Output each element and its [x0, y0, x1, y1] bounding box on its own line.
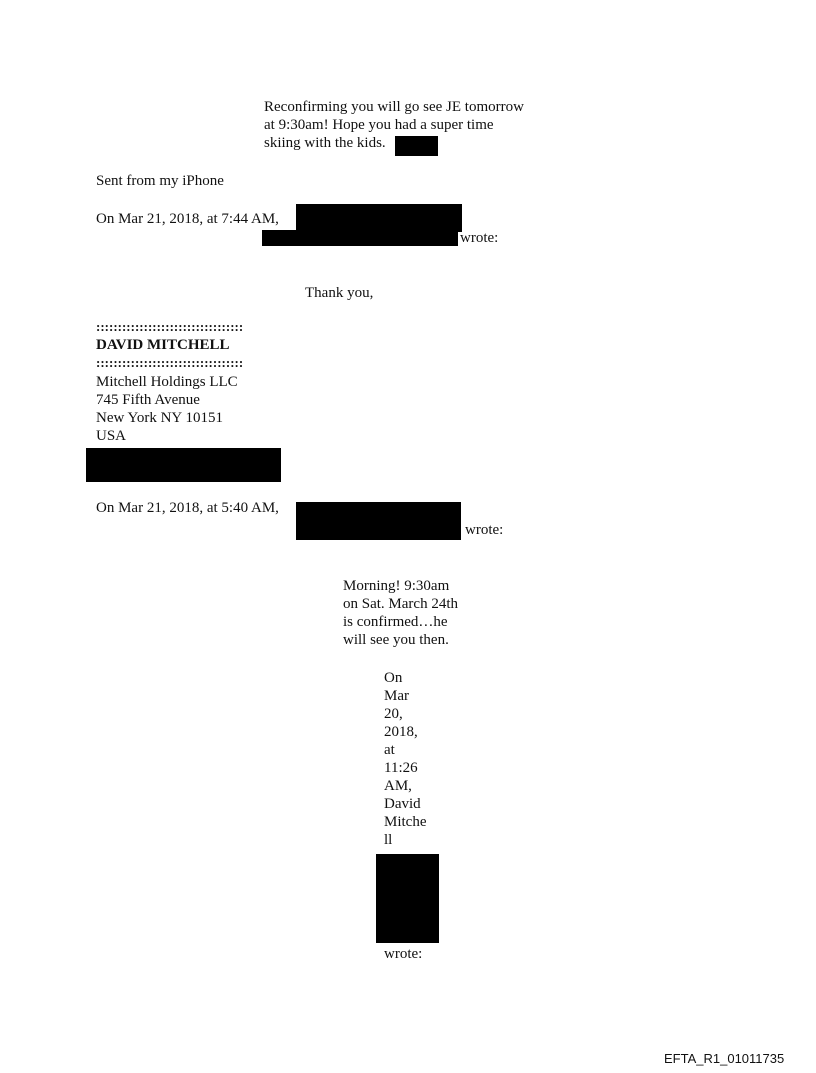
reply-header-line: Mar	[384, 688, 409, 704]
reply-header-prefix: On Mar 21, 2018, at 5:40 AM,	[96, 500, 279, 516]
signature-divider: ::::::::::::::::::::::::::::::::::	[96, 319, 244, 334]
reply-header-suffix: wrote:	[465, 522, 504, 538]
message-line: Morning! 9:30am	[343, 578, 450, 594]
redaction-block	[296, 502, 461, 540]
redaction-block	[395, 136, 438, 156]
redaction-block	[296, 204, 462, 232]
reply-header-line: 20,	[384, 706, 403, 722]
message-line: on Sat. March 24th	[343, 596, 458, 612]
signature-street: 745 Fifth Avenue	[96, 392, 200, 408]
reply-header-suffix: wrote:	[384, 946, 423, 962]
reply-header-line: 11:26	[384, 760, 418, 776]
thank-you-line: Thank you,	[305, 285, 374, 301]
signature-name: DAVID MITCHELL	[96, 337, 230, 353]
message-line: Reconfirming you will go see JE tomorrow	[264, 99, 524, 115]
document-id: EFTA_R1_01011735	[664, 1051, 785, 1066]
message-line: skiing with the kids.	[264, 135, 386, 151]
sent-from-signature: Sent from my iPhone	[96, 173, 224, 189]
redaction-block	[262, 230, 458, 246]
message-line: at 9:30am! Hope you had a super time	[264, 117, 494, 133]
signature-company: Mitchell Holdings LLC	[96, 374, 238, 390]
reply-header-line: On	[384, 670, 403, 686]
reply-header-line: Mitche	[384, 814, 427, 830]
redaction-block	[376, 854, 439, 943]
reply-header-line: at	[384, 742, 395, 758]
reply-header-line: ll	[384, 832, 393, 848]
reply-header-line: David	[384, 796, 421, 812]
reply-header-suffix: wrote:	[460, 230, 499, 246]
signature-country: USA	[96, 428, 127, 444]
reply-header-line: AM,	[384, 778, 412, 794]
message-line: is confirmed…he	[343, 614, 448, 630]
signature-city: New York NY 10151	[96, 410, 223, 426]
signature-divider: ::::::::::::::::::::::::::::::::::	[96, 355, 244, 370]
reply-header-line: 2018,	[384, 724, 418, 740]
redaction-block	[86, 448, 281, 482]
reply-header-prefix: On Mar 21, 2018, at 7:44 AM,	[96, 211, 279, 227]
message-line: will see you then.	[343, 632, 449, 648]
